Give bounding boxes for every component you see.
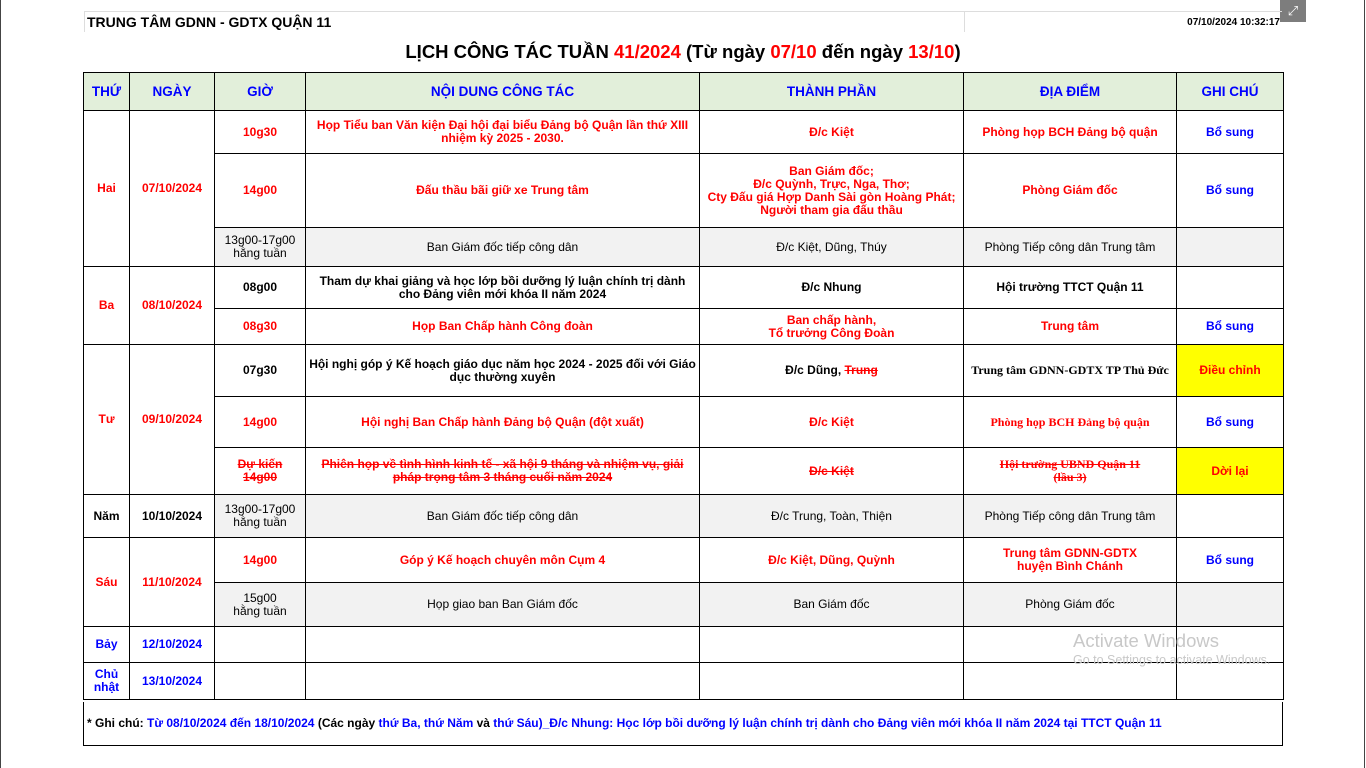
watermark-subtitle: Go to Settings to activate Windows. bbox=[1073, 653, 1271, 667]
location-cell: Phòng Tiếp công dân Trung tâm bbox=[964, 495, 1177, 538]
content-cell: Góp ý Kế hoạch chuyên môn Cụm 4 bbox=[306, 538, 700, 583]
footnote-date-range: Từ 08/10/2024 đến 18/10/2024 bbox=[147, 716, 315, 730]
participants-cell: Đ/c Kiệt, Dũng, Thúy bbox=[700, 228, 964, 267]
column-header-ngay: NGÀY bbox=[130, 73, 215, 111]
participants-cell: Đ/c Nhung bbox=[700, 267, 964, 309]
column-header-ghichu: GHI CHÚ bbox=[1177, 73, 1284, 111]
content-cell: Họp Tiểu ban Văn kiện Đại hội đại biểu Đảng bộ Quận lần thứ XIII nhiệm kỳ 2025 - 2030. bbox=[306, 111, 700, 154]
participants-cell: Đ/c Kiệt bbox=[700, 448, 964, 495]
participants-line: Tổ trưởng Công Đoàn bbox=[768, 325, 895, 340]
time-line: hằng tuần bbox=[233, 603, 287, 618]
table-header-row bbox=[84, 73, 1284, 111]
time-line: 13g00-17g00 bbox=[224, 233, 296, 247]
column-header-noidung: NỘI DUNG CÔNG TÁC bbox=[306, 73, 700, 111]
day-name: Chủ nhật bbox=[84, 663, 130, 700]
location-cell bbox=[964, 448, 1177, 495]
footnote-label: * Ghi chú: bbox=[87, 716, 147, 730]
time-cell bbox=[215, 627, 306, 663]
location-cell: Trung tâm bbox=[964, 309, 1177, 345]
participants-cell: Đ/c Kiệt bbox=[700, 111, 964, 154]
day-date: 11/10/2024 bbox=[130, 538, 215, 627]
content-cell: Hội nghị góp ý Kế hoạch giáo dục năm học 2024 - 2025 đối với Giáo dục thường xuyên bbox=[306, 345, 700, 397]
table-row bbox=[84, 495, 1284, 538]
participants-line: Cty Đấu giá Hợp Danh Sài gòn Hoàng Phát; bbox=[707, 189, 956, 204]
table-row bbox=[84, 111, 1284, 154]
day-date: 12/10/2024 bbox=[130, 627, 215, 663]
table-row bbox=[84, 267, 1284, 309]
time-cell: 14g00 bbox=[215, 538, 306, 583]
location-line: huyện Bình Chánh bbox=[1017, 559, 1123, 573]
table-row bbox=[84, 663, 1284, 700]
participants-cell bbox=[700, 345, 964, 397]
time-cell bbox=[215, 583, 306, 627]
schedule-table bbox=[83, 72, 1284, 700]
content-cell: Phiên họp về tình hình kinh tế - xã hội 9 tháng và nhiệm vụ, giải pháp trọng tâm 3 tháng cuối năm 2024 bbox=[306, 448, 700, 495]
day-date: 13/10/2024 bbox=[130, 663, 215, 700]
content-cell: Hội nghị Ban Chấp hành Đảng bộ Quận (đột xuất) bbox=[306, 397, 700, 448]
note-cell: Bổ sung bbox=[1177, 154, 1284, 228]
note-cell: Bổ sung bbox=[1177, 309, 1284, 345]
column-header-gio: GIỜ bbox=[215, 73, 306, 111]
day-date: 09/10/2024 bbox=[130, 345, 215, 495]
content-cell: Họp giao ban Ban Giám đốc bbox=[306, 583, 700, 627]
participants-cell: Ban Giám đốc bbox=[700, 583, 964, 627]
time-cell: 14g00 bbox=[215, 397, 306, 448]
participants-line: Ban Giám đốc; bbox=[789, 163, 874, 178]
watermark-title: Activate Windows bbox=[1073, 630, 1219, 651]
location-cell: Hội trường TTCT Quận 11 bbox=[964, 267, 1177, 309]
column-header-thanhphan: THÀNH PHẦN bbox=[700, 73, 964, 111]
note-cell: Bổ sung bbox=[1177, 538, 1284, 583]
note-cell bbox=[1177, 267, 1284, 309]
location-cell: Phòng họp BCH Đảng bộ quận bbox=[964, 111, 1177, 154]
table-row bbox=[84, 154, 1284, 228]
table-row bbox=[84, 583, 1284, 627]
participants-cell: Đ/c Kiệt bbox=[700, 397, 964, 448]
content-cell bbox=[306, 627, 700, 663]
location-cell: Phòng Giám đốc bbox=[964, 154, 1177, 228]
note-cell bbox=[1177, 583, 1284, 627]
activation-watermark bbox=[1073, 630, 1270, 668]
content-cell: Ban Giám đốc tiếp công dân bbox=[306, 495, 700, 538]
participants-line: Đ/c Quỳnh, Trực, Nga, Thơ; bbox=[753, 176, 910, 191]
participants-line: Ban chấp hành, bbox=[786, 312, 877, 327]
expand-icon[interactable]: ⤢ bbox=[1280, 0, 1306, 22]
organization-name: TRUNG TÂM GDNN - GDTX QUẬN 11 bbox=[84, 11, 964, 32]
time-cell: 14g00 bbox=[215, 154, 306, 228]
title-suffix: ) bbox=[954, 41, 961, 62]
day-name: Ba bbox=[84, 267, 130, 345]
day-name: Năm bbox=[84, 495, 130, 538]
time-cell bbox=[215, 495, 306, 538]
time-line: hằng tuần bbox=[233, 246, 287, 260]
day-date: 07/10/2024 bbox=[130, 111, 215, 267]
participants-cell bbox=[700, 627, 964, 663]
time-line: 13g00-17g00 bbox=[224, 502, 296, 516]
table-row bbox=[84, 345, 1284, 397]
participants-cell bbox=[700, 154, 964, 228]
note-cell: Dời lại bbox=[1177, 448, 1284, 495]
table-row bbox=[84, 397, 1284, 448]
time-line: 14g00 bbox=[242, 470, 278, 484]
time-cell bbox=[215, 448, 306, 495]
footnote bbox=[83, 702, 1283, 746]
column-header-thu: THỨ bbox=[84, 73, 130, 111]
location-cell: Phòng họp BCH Đảng bộ quận bbox=[964, 397, 1177, 448]
note-cell bbox=[1177, 663, 1284, 700]
title-mid1: (Từ ngày bbox=[680, 41, 771, 62]
table-row bbox=[84, 228, 1284, 267]
day-date: 08/10/2024 bbox=[130, 267, 215, 345]
location-cell bbox=[964, 538, 1177, 583]
time-cell bbox=[215, 228, 306, 267]
participants-cell: Đ/c Trung, Toàn, Thiện bbox=[700, 495, 964, 538]
title-from-date: 07/10 bbox=[770, 41, 817, 62]
title-mid2: đến ngày bbox=[816, 41, 909, 62]
note-cell: Điều chỉnh bbox=[1177, 345, 1284, 397]
participants-text: Đ/c Dũng, bbox=[785, 363, 845, 377]
table-row bbox=[84, 538, 1284, 583]
footnote-text: và bbox=[473, 716, 494, 730]
time-cell: 08g00 bbox=[215, 267, 306, 309]
day-name: Hai bbox=[84, 111, 130, 267]
right-frame-line bbox=[1364, 0, 1365, 768]
title-prefix: LỊCH CÔNG TÁC TUẦN bbox=[405, 41, 614, 62]
time-line: hằng tuần bbox=[233, 515, 287, 529]
footnote-days: thứ Sáu) bbox=[493, 716, 543, 730]
location-cell: Phòng Tiếp công dân Trung tâm bbox=[964, 228, 1177, 267]
note-cell bbox=[1177, 495, 1284, 538]
location-line: (lầu 3) bbox=[1053, 470, 1087, 484]
print-timestamp: 07/10/2024 10:32:17 bbox=[964, 11, 1282, 32]
content-cell: Đấu thầu bãi giữ xe Trung tâm bbox=[306, 154, 700, 228]
time-cell: 10g30 bbox=[215, 111, 306, 154]
note-cell bbox=[1177, 228, 1284, 267]
time-line: 15g00 bbox=[243, 590, 277, 605]
day-name: Bảy bbox=[84, 627, 130, 663]
location-line: Trung tâm GDNN-GDTX bbox=[1003, 546, 1137, 560]
title-to-date: 13/10 bbox=[908, 41, 955, 62]
footnote-detail: _Đ/c Nhung: Học lớp bồi dưỡng lý luận chính trị dành cho Đảng viên mới khóa II năm 2024 tại TTCT Quận 11 bbox=[542, 716, 1162, 730]
left-frame-line bbox=[0, 0, 1, 768]
title-week: 41/2024 bbox=[614, 41, 681, 62]
participants-cell bbox=[700, 663, 964, 700]
location-cell bbox=[964, 663, 1177, 700]
participants-struck-name: Trung bbox=[844, 363, 878, 377]
day-name: Sáu bbox=[84, 538, 130, 627]
footnote-days: thứ Ba, thứ Năm bbox=[378, 716, 474, 730]
location-cell: Trung tâm GDNN-GDTX TP Thủ Đức bbox=[964, 345, 1177, 397]
participants-cell: Đ/c Kiệt, Dũng, Quỳnh bbox=[700, 538, 964, 583]
page-title bbox=[84, 34, 1282, 70]
time-cell bbox=[215, 663, 306, 700]
note-cell: Bổ sung bbox=[1177, 397, 1284, 448]
content-cell: Ban Giám đốc tiếp công dân bbox=[306, 228, 700, 267]
column-header-diadiem: ĐỊA ĐIỂM bbox=[964, 73, 1177, 111]
note-cell: Bổ sung bbox=[1177, 111, 1284, 154]
table-row bbox=[84, 448, 1284, 495]
table-row bbox=[84, 309, 1284, 345]
time-line: Dự kiến bbox=[237, 457, 283, 471]
day-date: 10/10/2024 bbox=[130, 495, 215, 538]
participants-line: Người tham gia đấu thầu bbox=[760, 202, 903, 217]
location-cell: Phòng Giám đốc bbox=[964, 583, 1177, 627]
content-cell: Họp Ban Chấp hành Công đoàn bbox=[306, 309, 700, 345]
content-cell bbox=[306, 663, 700, 700]
time-cell: 08g30 bbox=[215, 309, 306, 345]
participants-cell bbox=[700, 309, 964, 345]
day-name: Tư bbox=[84, 345, 130, 495]
content-cell: Tham dự khai giảng và học lớp bồi dưỡng lý luận chính trị dành cho Đảng viên mới khóa II năm 2024 bbox=[306, 267, 700, 309]
location-line: Hội trường UBND Quận 11 bbox=[999, 457, 1141, 471]
footnote-text: (Các ngày bbox=[314, 716, 379, 730]
time-cell: 07g30 bbox=[215, 345, 306, 397]
